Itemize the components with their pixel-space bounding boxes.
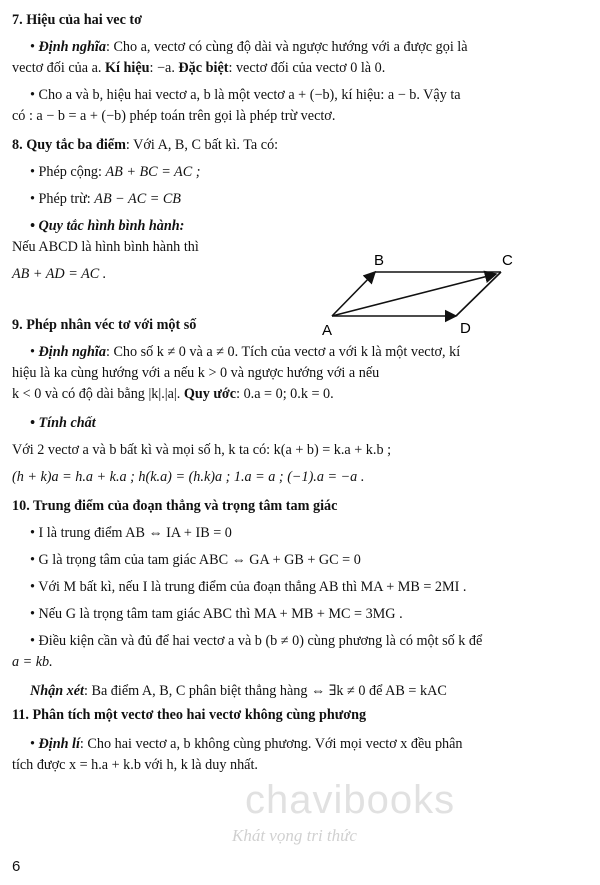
s10-bullet-any-point-midpoint: • Với M bất kì, nếu I là trung điểm của đoạn thẳng AB thì MA + MB = 2MI . bbox=[30, 579, 467, 595]
section-10-title: 10. Trung điểm của đoạn thẳng và trọng tâm tam giác bbox=[12, 498, 338, 514]
vector-ab bbox=[332, 272, 375, 316]
s8-parallelogram-formula: AB + AD = AC . bbox=[12, 266, 107, 282]
s10-bullet-centroid: • G là trọng tâm của tam giác ABC ⇔ GA + GB + GC = 0 bbox=[30, 552, 361, 568]
s9-convention-label: Quy ước bbox=[183, 386, 237, 402]
s10-remark-label: Nhận xét bbox=[30, 683, 84, 699]
s8-addition-rule bbox=[12, 162, 590, 183]
s7-special-label: Đặc biệt bbox=[178, 60, 229, 76]
s10-bullet-midpoint: • I là trung điểm AB ⇔ IA + IB = 0 bbox=[30, 525, 232, 541]
section-8-title bbox=[12, 135, 590, 156]
s8-parallelogram-line1: Nếu ABCD là hình bình hành thì bbox=[12, 239, 199, 255]
s9-properties-line1: Với 2 vectơ a và b bất kì và mọi số h, k ta có: k(a + b) = k.a + k.b ; bbox=[12, 442, 392, 458]
s7-definition-text: : Cho a, vectơ có cùng độ dài và ngược hướng với a được gọi là bbox=[105, 39, 468, 55]
s8-parallelogram-label bbox=[12, 216, 590, 237]
vector-ac bbox=[332, 274, 496, 316]
parallelogram-svg bbox=[318, 243, 528, 341]
watermark-brand: chavibooks bbox=[245, 778, 456, 822]
s8-subtraction-formula: AB − AC = CB bbox=[94, 191, 181, 207]
s9-definition-text1: : Cho số k ≠ 0 và a ≠ 0. Tích của vectơ a với k là một vectơ, kí bbox=[105, 344, 461, 360]
s9-convention-value: : 0.a = 0; 0.k = 0. bbox=[236, 386, 334, 402]
s7-difference-line2: có : a − b = a + (−b) phép toán trên gọi là phép trừ vectơ. bbox=[12, 108, 336, 124]
s7-definition-label: Định nghĩa bbox=[38, 39, 106, 55]
label-a: A bbox=[322, 322, 333, 339]
s7-notation-label: Kí hiệu bbox=[104, 60, 150, 76]
s9-properties-line2: (h + k)a = h.a + k.a ; h(k.a) = (h.k)a ; 1.a = a ; (−1).a = −a . bbox=[12, 469, 365, 485]
label-b: B bbox=[374, 252, 385, 269]
s11-theorem-line1: • Định lí: Cho hai vectơ a, b không cùng phương. Với mọi vectơ x đều phân bbox=[30, 736, 463, 752]
s10-bullet-any-point-centroid: • Nếu G là trọng tâm tam giác ABC thì MA + MB + MC = 3MG . bbox=[30, 606, 403, 622]
s9-definition-label: Định nghĩa bbox=[38, 344, 106, 360]
s9-properties-label bbox=[12, 413, 590, 434]
s10-remark-text: : Ba điểm A, B, C phân biệt thẳng hàng ⇔ ∃k ≠ 0 để AB = kAC bbox=[84, 683, 447, 699]
s10-remark bbox=[12, 681, 590, 702]
s11-theorem-line2: tích được x = h.a + k.b với h, k là duy nhất. bbox=[12, 757, 258, 773]
section-9-title: 9. Phép nhân véc tơ với một số bbox=[12, 317, 197, 333]
watermark-slogan: Khát vọng tri thức bbox=[232, 826, 357, 845]
section-11-title: 11. Phân tích một vectơ theo hai vectơ không cùng phương bbox=[12, 707, 367, 723]
s10-bullet-collinear-line1: • Điều kiện cần và đủ để hai vectơ a và b (b ≠ 0) cùng phương là có một số k để bbox=[30, 633, 483, 649]
s11-theorem-text1: : Cho hai vectơ a, b không cùng phương. Với mọi vectơ x đều phân bbox=[79, 736, 463, 752]
s9-definition-text3: k < 0 và có độ dài bằng |k|.|a|. bbox=[12, 386, 184, 402]
label-c: C bbox=[502, 252, 513, 269]
s7-special-value: : vectơ đối của vectơ 0 là 0. bbox=[228, 60, 386, 76]
s7-notation-value: : −a. bbox=[149, 60, 179, 76]
page-content bbox=[12, 10, 590, 776]
s7-definition-line2 bbox=[12, 58, 590, 79]
s8-addition-formula: AB + BC = AC ; bbox=[105, 164, 201, 180]
s8-subtraction-label: • Phép trừ: bbox=[30, 191, 95, 207]
s9-definition-line2: hiệu là ka cùng hướng với a nếu k > 0 và ngược hướng với a nếu bbox=[12, 365, 380, 381]
s11-theorem-label: Định lí bbox=[38, 736, 80, 752]
s9-definition-line3 bbox=[12, 384, 590, 405]
s7-definition-line1: • Định nghĩa: Cho a, vectơ có cùng độ dài và ngược hướng với a được gọi là bbox=[30, 39, 468, 55]
section-7-title: 7. Hiệu của hai vec tơ bbox=[12, 12, 143, 28]
label-d: D bbox=[460, 320, 471, 337]
s10-bullet-collinear-line2: a = kb. bbox=[12, 654, 53, 670]
s9-definition-line1: • Định nghĩa: Cho số k ≠ 0 và a ≠ 0. Tích của vectơ a với k là một vectơ, kí bbox=[30, 344, 461, 360]
s9-properties-title: • Tính chất bbox=[30, 415, 96, 431]
s8-addition-label: • Phép cộng: bbox=[30, 164, 106, 180]
s8-parallelogram-title: • Quy tắc hình bình hành: bbox=[30, 218, 185, 234]
section-8-title-bold: 8. Quy tắc ba điểm bbox=[12, 137, 126, 153]
s7-difference-line1: • Cho a và b, hiệu hai vectơ a, b là một vectơ a + (−b), kí hiệu: a − b. Vậy ta bbox=[30, 87, 461, 103]
page-number: 6 bbox=[12, 858, 21, 875]
section-8-title-rest: : Với A, B, C bất kì. Ta có: bbox=[125, 137, 279, 153]
parallelogram-diagram bbox=[318, 243, 528, 341]
s7-definition-text2: vectơ đối của a. bbox=[12, 60, 105, 76]
s8-subtraction-rule bbox=[12, 189, 590, 210]
